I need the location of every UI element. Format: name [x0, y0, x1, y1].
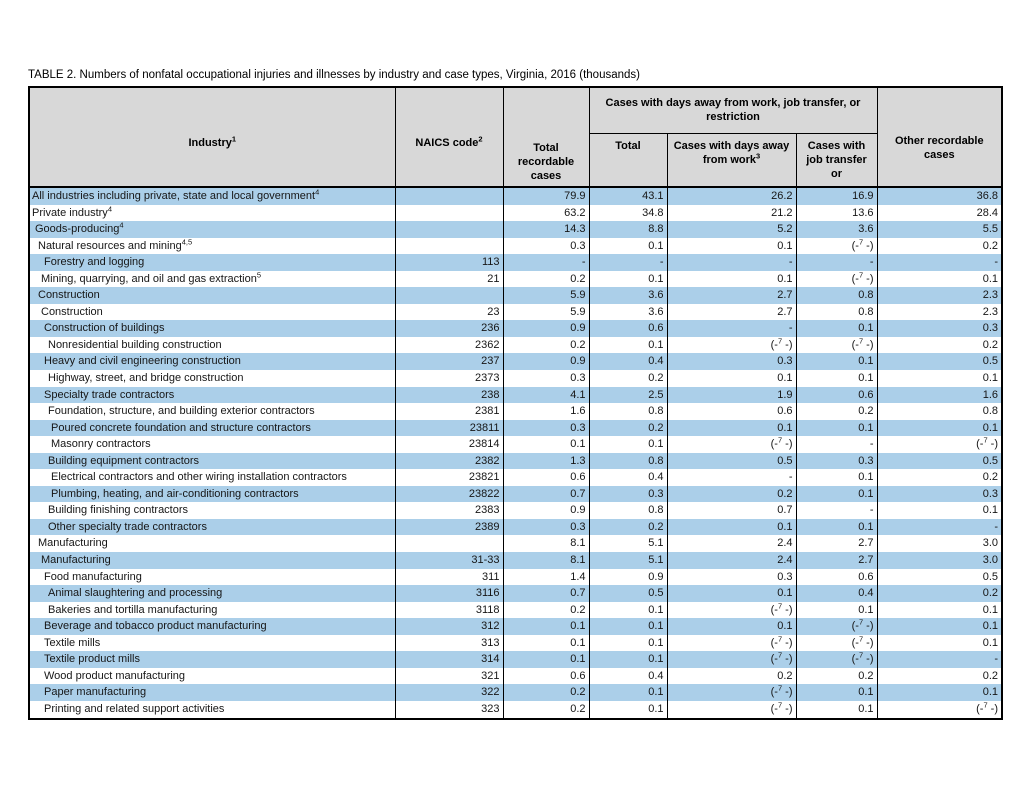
- value-cell: 5.9: [503, 287, 589, 304]
- industry-cell: Mining, quarrying, and oil and gas extraction$^5$: [29, 271, 395, 288]
- value-cell: 79.9: [503, 187, 589, 205]
- value-cell: (-$^7$ -): [667, 337, 796, 354]
- naics-footnote-marker: 2: [478, 134, 483, 144]
- industry-cell: Natural resources and mining$^{4,5}$: [29, 238, 395, 255]
- value-cell: 1.9: [667, 387, 796, 404]
- value-cell: 0.2: [877, 469, 1002, 486]
- table-header: [29, 87, 1002, 187]
- naics-cell: 236: [395, 320, 503, 337]
- value-cell: 0.4: [589, 469, 667, 486]
- value-cell: 0.1: [503, 635, 589, 652]
- value-cell: 0.8: [589, 403, 667, 420]
- table-row: [29, 370, 1002, 387]
- table-row: [29, 205, 1002, 222]
- value-cell: 0.6: [503, 668, 589, 685]
- industry-cell: Paper manufacturing: [29, 684, 395, 701]
- injuries-illnesses-table: [28, 86, 1003, 720]
- naics-cell: 321: [395, 668, 503, 685]
- value-cell: 0.7: [503, 585, 589, 602]
- value-cell: 1.6: [877, 387, 1002, 404]
- value-cell: 13.6: [796, 205, 877, 222]
- table-row: [29, 486, 1002, 503]
- naics-cell: 31-33: [395, 552, 503, 569]
- value-cell: 63.2: [503, 205, 589, 222]
- value-cell: 1.3: [503, 453, 589, 470]
- value-cell: 0.1: [589, 271, 667, 288]
- col-header-other-recordable: [877, 87, 1002, 187]
- value-cell: 0.1: [589, 635, 667, 652]
- value-cell: 0.2: [503, 337, 589, 354]
- value-cell: 0.1: [667, 370, 796, 387]
- value-cell: 3.6: [589, 304, 667, 321]
- value-cell: 1.6: [503, 403, 589, 420]
- value-cell: 0.1: [667, 585, 796, 602]
- value-cell: (-$^7$ -): [667, 684, 796, 701]
- value-cell: 0.1: [877, 684, 1002, 701]
- value-cell: 0.1: [667, 271, 796, 288]
- value-cell: (-$^7$ -): [796, 337, 877, 354]
- industry-cell: Manufacturing: [29, 535, 395, 552]
- value-cell: 0.9: [589, 569, 667, 586]
- value-cell: 0.1: [589, 684, 667, 701]
- value-cell: 0.5: [667, 453, 796, 470]
- table-row: [29, 569, 1002, 586]
- industry-cell: Other specialty trade contractors: [29, 519, 395, 536]
- industry-cell: Electrical contractors and other wiring installation contractors: [29, 469, 395, 486]
- row-footnote-marker: 4: [119, 221, 124, 230]
- table-row: [29, 701, 1002, 719]
- table-row: [29, 684, 1002, 701]
- value-cell: 0.1: [877, 602, 1002, 619]
- value-cell: 0.2: [589, 420, 667, 437]
- value-cell: 2.4: [667, 535, 796, 552]
- industry-cell: Poured concrete foundation and structure contractors: [29, 420, 395, 437]
- industry-cell: Construction: [29, 304, 395, 321]
- naics-cell: 237: [395, 353, 503, 370]
- value-cell: (-$^7$ -): [796, 651, 877, 668]
- value-cell: (-$^7$ -): [667, 436, 796, 453]
- value-cell: (-$^7$ -): [877, 436, 1002, 453]
- value-cell: (-$^7$ -): [796, 271, 877, 288]
- value-cell: -: [877, 519, 1002, 536]
- table-row: [29, 221, 1002, 238]
- value-cell: 0.9: [503, 320, 589, 337]
- industry-cell: Bakeries and tortilla manufacturing: [29, 602, 395, 619]
- value-cell: 5.1: [589, 552, 667, 569]
- value-cell: 0.1: [796, 684, 877, 701]
- value-cell: 28.4: [877, 205, 1002, 222]
- col-header-job-transfer: [796, 133, 877, 187]
- value-cell: 2.4: [667, 552, 796, 569]
- col-header-naics: [395, 87, 503, 187]
- value-cell: 0.1: [667, 519, 796, 536]
- value-cell: -: [877, 254, 1002, 271]
- value-cell: 0.2: [589, 370, 667, 387]
- value-cell: 3.6: [589, 287, 667, 304]
- value-cell: 34.8: [589, 205, 667, 222]
- industry-cell: Textile product mills: [29, 651, 395, 668]
- col-header-dart-group: [589, 87, 877, 133]
- table-row: [29, 403, 1002, 420]
- value-cell: 0.1: [796, 519, 877, 536]
- value-cell: 16.9: [796, 187, 877, 205]
- value-cell: 0.2: [667, 486, 796, 503]
- value-cell: 0.1: [796, 420, 877, 437]
- industry-cell: Food manufacturing: [29, 569, 395, 586]
- industry-cell: Construction of buildings: [29, 320, 395, 337]
- naics-cell: 2373: [395, 370, 503, 387]
- value-cell: 0.8: [589, 453, 667, 470]
- value-cell: 36.8: [877, 187, 1002, 205]
- value-cell: 0.1: [667, 420, 796, 437]
- naics-cell: 23814: [395, 436, 503, 453]
- value-cell: 2.7: [667, 304, 796, 321]
- value-cell: 0.2: [503, 271, 589, 288]
- table-row: [29, 187, 1002, 205]
- value-cell: 0.1: [589, 651, 667, 668]
- value-cell: 5.1: [589, 535, 667, 552]
- naics-cell: 2381: [395, 403, 503, 420]
- col-header-dart-total: [589, 133, 667, 187]
- value-cell: 2.3: [877, 287, 1002, 304]
- industry-cell: Private industry$^4$: [29, 205, 395, 222]
- industry-cell: Wood product manufacturing: [29, 668, 395, 685]
- table-row: [29, 618, 1002, 635]
- value-cell: 0.3: [503, 238, 589, 255]
- naics-cell: 23811: [395, 420, 503, 437]
- value-cell: 0.1: [589, 701, 667, 719]
- value-cell: 14.3: [503, 221, 589, 238]
- value-cell: 0.6: [796, 569, 877, 586]
- table-row: [29, 304, 1002, 321]
- naics-cell: 3118: [395, 602, 503, 619]
- industry-cell: Animal slaughtering and processing: [29, 585, 395, 602]
- col-header-days-away: [667, 133, 796, 187]
- value-cell: (-$^7$ -): [877, 701, 1002, 719]
- naics-cell: 21: [395, 271, 503, 288]
- value-cell: (-$^7$ -): [796, 618, 877, 635]
- value-cell: (-$^7$ -): [796, 635, 877, 652]
- value-cell: 0.1: [877, 420, 1002, 437]
- dart-total-header-label: Total: [615, 139, 641, 152]
- industry-footnote-marker: 1: [231, 134, 237, 144]
- value-cell: (-$^7$ -): [796, 238, 877, 255]
- value-cell: 2.7: [796, 552, 877, 569]
- industry-cell: Heavy and civil engineering construction: [29, 353, 395, 370]
- value-cell: 0.2: [877, 585, 1002, 602]
- value-cell: 0.3: [667, 569, 796, 586]
- value-cell: 0.2: [503, 701, 589, 719]
- value-cell: 0.2: [796, 668, 877, 685]
- value-cell: 0.5: [589, 585, 667, 602]
- value-cell: 0.1: [503, 651, 589, 668]
- value-cell: 0.1: [589, 337, 667, 354]
- value-cell: 3.0: [877, 535, 1002, 552]
- value-cell: 8.1: [503, 552, 589, 569]
- naics-cell: 323: [395, 701, 503, 719]
- industry-cell: Building equipment contractors: [29, 453, 395, 470]
- value-cell: 0.1: [589, 436, 667, 453]
- value-cell: -: [503, 254, 589, 271]
- value-cell: -: [589, 254, 667, 271]
- value-cell: 0.2: [877, 668, 1002, 685]
- industry-cell: Specialty trade contractors: [29, 387, 395, 404]
- value-cell: 0.1: [589, 238, 667, 255]
- value-cell: 0.1: [503, 436, 589, 453]
- naics-cell: [395, 238, 503, 255]
- value-cell: 0.1: [667, 238, 796, 255]
- naics-cell: [395, 221, 503, 238]
- days-away-footnote-marker: 3: [756, 150, 761, 160]
- table-row: [29, 337, 1002, 354]
- dart-group-header-label: Cases with days away from work, job transfer, or restriction: [605, 97, 861, 124]
- naics-header-label: NAICS code: [415, 137, 479, 149]
- value-cell: 5.9: [503, 304, 589, 321]
- value-cell: 0.2: [667, 668, 796, 685]
- col-header-industry: [29, 87, 395, 187]
- naics-cell: 23821: [395, 469, 503, 486]
- industry-cell: Beverage and tobacco product manufacturing: [29, 618, 395, 635]
- value-cell: -: [667, 469, 796, 486]
- industry-cell: Textile mills: [29, 635, 395, 652]
- naics-cell: [395, 205, 503, 222]
- industry-cell: Construction: [29, 287, 395, 304]
- value-cell: 5.5: [877, 221, 1002, 238]
- value-cell: -: [796, 254, 877, 271]
- value-cell: 0.6: [503, 469, 589, 486]
- table-row: [29, 469, 1002, 486]
- value-cell: 2.5: [589, 387, 667, 404]
- value-cell: 4.1: [503, 387, 589, 404]
- value-cell: (-$^7$ -): [667, 602, 796, 619]
- value-cell: (-$^7$ -): [667, 651, 796, 668]
- table-row: [29, 552, 1002, 569]
- value-cell: 0.5: [877, 569, 1002, 586]
- value-cell: 0.3: [877, 486, 1002, 503]
- row-footnote-marker: 5: [256, 270, 262, 280]
- value-cell: -: [877, 651, 1002, 668]
- value-cell: 0.1: [796, 486, 877, 503]
- value-cell: 5.2: [667, 221, 796, 238]
- value-cell: 0.3: [503, 519, 589, 536]
- value-cell: 3.6: [796, 221, 877, 238]
- value-cell: 0.1: [589, 618, 667, 635]
- value-cell: 0.2: [503, 684, 589, 701]
- naics-cell: 2383: [395, 502, 503, 519]
- naics-cell: 23: [395, 304, 503, 321]
- value-cell: 2.3: [877, 304, 1002, 321]
- naics-cell: [395, 535, 503, 552]
- naics-cell: [395, 187, 503, 205]
- naics-cell: 23822: [395, 486, 503, 503]
- naics-cell: 314: [395, 651, 503, 668]
- table-row: [29, 420, 1002, 437]
- value-cell: 0.6: [667, 403, 796, 420]
- value-cell: 0.8: [796, 287, 877, 304]
- industry-header-label: Industry: [188, 137, 232, 149]
- industry-cell: All industries including private, state and local government$^4$: [29, 187, 395, 205]
- industry-cell: Goods-producing$^4$: [29, 221, 395, 238]
- value-cell: -: [667, 320, 796, 337]
- value-cell: 0.1: [796, 701, 877, 719]
- value-cell: -: [796, 436, 877, 453]
- page-title: TABLE 2. Numbers of nonfatal occupational injuries and illnesses by industry and case types, Virginia, 2016 (thousands): [28, 69, 640, 81]
- value-cell: 0.6: [796, 387, 877, 404]
- value-cell: 0.3: [796, 453, 877, 470]
- value-cell: 2.7: [667, 287, 796, 304]
- naics-cell: 312: [395, 618, 503, 635]
- total-recordable-header-label: Total recordable cases: [517, 142, 575, 182]
- value-cell: 0.3: [503, 420, 589, 437]
- industry-cell: Highway, street, and bridge construction: [29, 370, 395, 387]
- value-cell: 0.3: [877, 320, 1002, 337]
- value-cell: 0.5: [877, 353, 1002, 370]
- value-cell: 0.1: [796, 320, 877, 337]
- value-cell: 0.2: [589, 519, 667, 536]
- naics-cell: 2382: [395, 453, 503, 470]
- row-footnote-marker: 4,5: [181, 237, 193, 246]
- industry-cell: Masonry contractors: [29, 436, 395, 453]
- table-row: [29, 436, 1002, 453]
- value-cell: 0.1: [796, 602, 877, 619]
- value-cell: 0.2: [877, 337, 1002, 354]
- job-transfer-header-label: Cases with job transfer or: [806, 139, 867, 180]
- value-cell: 0.1: [796, 469, 877, 486]
- value-cell: 2.7: [796, 535, 877, 552]
- table-row: [29, 668, 1002, 685]
- industry-cell: Building finishing contractors: [29, 502, 395, 519]
- value-cell: 0.1: [667, 618, 796, 635]
- table-row: [29, 320, 1002, 337]
- other-recordable-header-label: Other recordable cases: [894, 135, 984, 161]
- table-row: [29, 238, 1002, 255]
- naics-cell: 2362: [395, 337, 503, 354]
- naics-cell: [395, 287, 503, 304]
- value-cell: 0.1: [796, 370, 877, 387]
- table-row: [29, 651, 1002, 668]
- table-row: [29, 254, 1002, 271]
- days-away-header-label: Cases with days away from work: [673, 139, 790, 166]
- value-cell: (-$^7$ -): [667, 701, 796, 719]
- value-cell: -: [667, 254, 796, 271]
- industry-cell: Foundation, structure, and building exterior contractors: [29, 403, 395, 420]
- value-cell: 0.9: [503, 502, 589, 519]
- value-cell: 0.8: [796, 304, 877, 321]
- value-cell: 0.6: [589, 320, 667, 337]
- row-footnote-marker: 4: [107, 204, 112, 213]
- value-cell: 0.7: [503, 486, 589, 503]
- table-row: [29, 271, 1002, 288]
- value-cell: -: [796, 502, 877, 519]
- value-cell: 26.2: [667, 187, 796, 205]
- value-cell: 0.3: [589, 486, 667, 503]
- industry-cell: Printing and related support activities: [29, 701, 395, 719]
- value-cell: 0.1: [589, 602, 667, 619]
- value-cell: 0.1: [796, 353, 877, 370]
- value-cell: 0.9: [503, 353, 589, 370]
- table-row: [29, 602, 1002, 619]
- table-row: [29, 519, 1002, 536]
- table-row: [29, 502, 1002, 519]
- value-cell: 1.4: [503, 569, 589, 586]
- value-cell: 0.3: [503, 370, 589, 387]
- table-row: [29, 387, 1002, 404]
- value-cell: 0.4: [589, 668, 667, 685]
- value-cell: 0.1: [877, 370, 1002, 387]
- industry-cell: Forestry and logging: [29, 254, 395, 271]
- table-row: [29, 353, 1002, 370]
- value-cell: 0.5: [877, 453, 1002, 470]
- table-row: [29, 535, 1002, 552]
- value-cell: 0.4: [589, 353, 667, 370]
- industry-cell: Manufacturing: [29, 552, 395, 569]
- value-cell: 8.1: [503, 535, 589, 552]
- value-cell: 0.2: [503, 602, 589, 619]
- value-cell: 0.2: [796, 403, 877, 420]
- value-cell: (-$^7$ -): [667, 635, 796, 652]
- value-cell: 0.1: [503, 618, 589, 635]
- value-cell: 0.1: [877, 635, 1002, 652]
- value-cell: 0.1: [877, 618, 1002, 635]
- value-cell: 0.7: [667, 502, 796, 519]
- table-row: [29, 453, 1002, 470]
- header-row-top: [29, 87, 1002, 133]
- row-footnote-marker: 4: [315, 187, 320, 197]
- col-header-total-recordable: [503, 87, 589, 187]
- value-cell: 0.2: [877, 238, 1002, 255]
- value-cell: 0.3: [667, 353, 796, 370]
- value-cell: 0.8: [877, 403, 1002, 420]
- table-body: [29, 187, 1002, 719]
- industry-cell: Nonresidential building construction: [29, 337, 395, 354]
- naics-cell: 113: [395, 254, 503, 271]
- naics-cell: 2389: [395, 519, 503, 536]
- table-row: [29, 287, 1002, 304]
- naics-cell: 322: [395, 684, 503, 701]
- table-row: [29, 635, 1002, 652]
- naics-cell: 311: [395, 569, 503, 586]
- value-cell: 0.1: [877, 271, 1002, 288]
- naics-cell: 3116: [395, 585, 503, 602]
- value-cell: 21.2: [667, 205, 796, 222]
- value-cell: 0.1: [877, 502, 1002, 519]
- naics-cell: 238: [395, 387, 503, 404]
- value-cell: 3.0: [877, 552, 1002, 569]
- industry-cell: Plumbing, heating, and air-conditioning contractors: [29, 486, 395, 503]
- value-cell: 43.1: [589, 187, 667, 205]
- value-cell: 0.4: [796, 585, 877, 602]
- table-row: [29, 585, 1002, 602]
- naics-cell: 313: [395, 635, 503, 652]
- value-cell: 0.8: [589, 502, 667, 519]
- value-cell: 8.8: [589, 221, 667, 238]
